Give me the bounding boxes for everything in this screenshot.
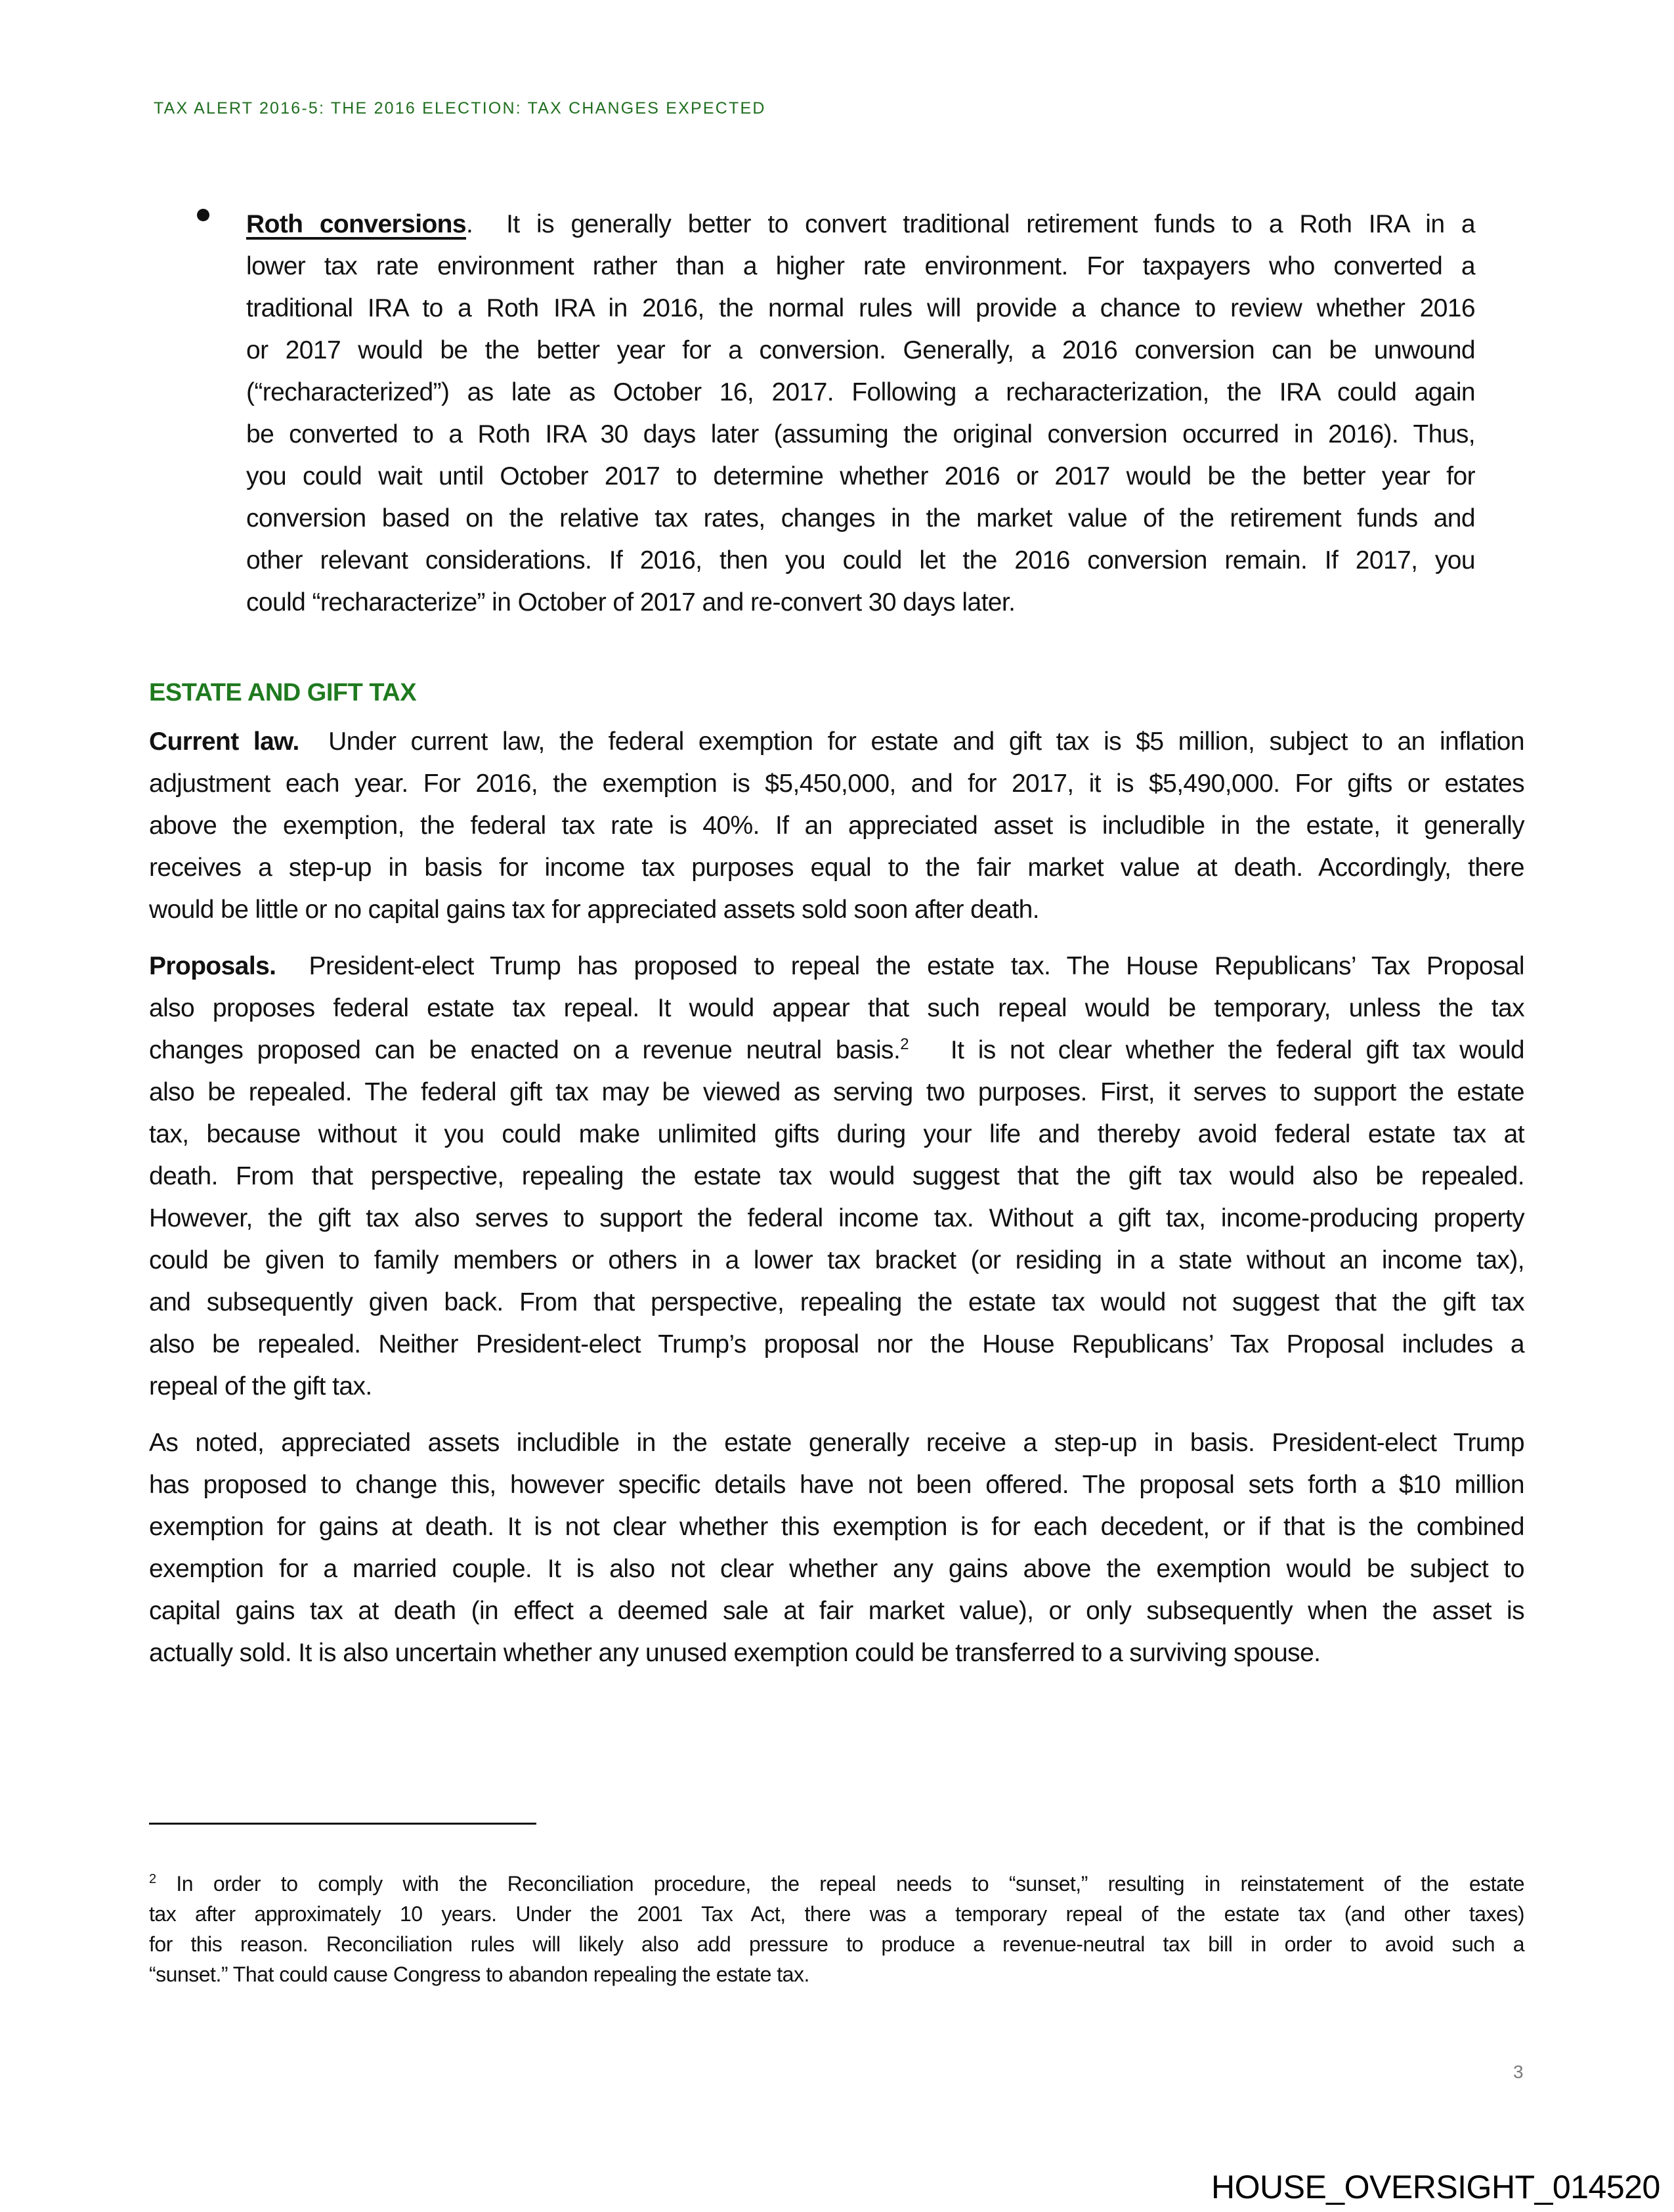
roth-line-2: lower tax rate environment rather than a higher rate environment. For taxpayers who converted a [246,252,1475,280]
roth-line-4: or 2017 would be the better year for a conversion. Generally, a 2016 conversion can be unwound [246,336,1475,364]
roth-line-1: Roth conversions. It is generally better to convert traditional retirement funds to a Roth IRA in a [246,210,1475,238]
current-law-line-2: adjustment each year. For 2016, the exemption is $5,450,000, and for 2017, it is $5,490,000. For gifts or estates [149,770,1524,798]
bates-number: HOUSE_OVERSIGHT_014520 [1211,2169,1660,2205]
footnote-separator [149,1823,536,1825]
proposals-line-8: could be given to family members or others in a lower tax bracket (or residing in a state without an income tax), [149,1246,1524,1274]
roth-line-6: be converted to a Roth IRA 30 days later (assuming the original conversion occurred in 2016). Thus, [246,420,1475,448]
current-law-line-5: would be little or no capital gains tax for appreciated assets sold soon after death. [149,896,1040,924]
current-law-line-4: receives a step-up in basis for income tax purposes equal to the fair market value at death. Accordingly, there [149,854,1524,882]
current-law-lead: Current law. [149,727,299,756]
proposals-line-11: repeal of the gift tax. [149,1372,372,1400]
roth-line-8: conversion based on the relative tax rates, changes in the market value of the retirement funds and [246,504,1475,532]
footnote-line-3: for this reason. Reconciliation rules will likely also add pressure to produce a revenue-neutral tax bill in order to avoid such a [149,1932,1524,1956]
roth-line-9: other relevant considerations. If 2016, then you could let the 2016 conversion remain. If 2017, you [246,546,1475,575]
footnote-number: 2 [149,1872,156,1886]
section-heading-estate-gift-tax: ESTATE AND GIFT TAX [149,679,417,706]
proposals-line-9: and subsequently given back. From that perspective, repealing the estate tax would not suggest that the gift tax [149,1288,1524,1316]
roth-lead: Roth conversions [246,210,466,238]
page-number: 3 [1513,2062,1524,2082]
footnote-line-1: $^2$ In order to comply with the Reconciliation procedure, the repeal needs to “sunset,” resulting in reinstatement of the estate [149,1872,1525,1896]
proposals-line-5: tax, because without it you could make unlimited gifts during your life and thereby avoid federal estate tax at [149,1120,1524,1148]
roth-line-10: could “recharacterize” in October of 2017 and re-convert 30 days later. [246,588,1016,617]
footnote-reference[interactable]: 2 [900,1035,909,1053]
footnote-line-4: “sunset.” That could cause Congress to abandon repealing the estate tax. [149,1963,809,1986]
gains-line-3: exemption for gains at death. It is not clear whether this exemption is for each decedent, or if that is the combined [149,1513,1524,1541]
proposals-line-10: also be repealed. Neither President-elect Trump’s proposal nor the House Republicans’ Tax Proposal includes a [149,1330,1524,1358]
proposals-line-2: also proposes federal estate tax repeal. It would appear that such repeal would be temporary, unless the tax [149,994,1524,1022]
gains-line-5: capital gains tax at death (in effect a deemed sale at fair market value), or only subsequently when the asset is [149,1597,1524,1625]
proposals-line-1: Proposals. President-elect Trump has proposed to repeal the estate tax. The House Republicans’ Tax Proposal [149,952,1524,980]
roth-line-7: you could wait until October 2017 to determine whether 2016 or 2017 would be the better year for [246,462,1475,490]
proposals-line-4: also be repealed. The federal gift tax may be viewed as serving two purposes. First, it serves to support the estate [149,1078,1524,1106]
bullet-icon [197,209,209,221]
proposals-line-3: changes proposed can be enacted on a revenue neutral basis.$^2$ It is not clear whether the federal gift tax would [149,1035,1524,1064]
footnote-line-2: tax after approximately 10 years. Under the 2001 Tax Act, there was a temporary repeal of the estate tax (and other taxes) [149,1902,1524,1926]
gains-line-4: exemption for a married couple. It is also not clear whether any gains above the exemption would be subject to [149,1555,1524,1583]
gains-line-6: actually sold. It is also uncertain whether any unused exemption could be transferred to a surviving spouse. [149,1639,1321,1667]
gains-line-2: has proposed to change this, however specific details have not been offered. The proposal sets forth a $10 million [149,1471,1524,1499]
gains-line-1: As noted, appreciated assets includible in the estate generally receive a step-up in basis. President-elect Trump [149,1429,1524,1457]
proposals-line-7: However, the gift tax also serves to support the federal income tax. Without a gift tax, income-producing property [149,1204,1524,1232]
current-law-line-1: Current law. Under current law, the federal exemption for estate and gift tax is $5 million, subject to an inflation [149,727,1524,756]
current-law-line-3: above the exemption, the federal tax rate is 40%. If an appreciated asset is includible in the estate, it generally [149,812,1524,840]
proposals-line-6: death. From that perspective, repealing the estate tax would suggest that the gift tax would also be repealed. [149,1162,1524,1190]
proposals-lead: Proposals. [149,952,276,980]
roth-line-5: (“recharacterized”) as late as October 16, 2017. Following a recharacterization, the IRA could again [246,378,1475,406]
running-header: TAX ALERT 2016-5: THE 2016 ELECTION: TAX CHANGES EXPECTED [154,99,766,118]
roth-line-3: traditional IRA to a Roth IRA in 2016, the normal rules will provide a chance to review whether 2016 [246,294,1475,322]
